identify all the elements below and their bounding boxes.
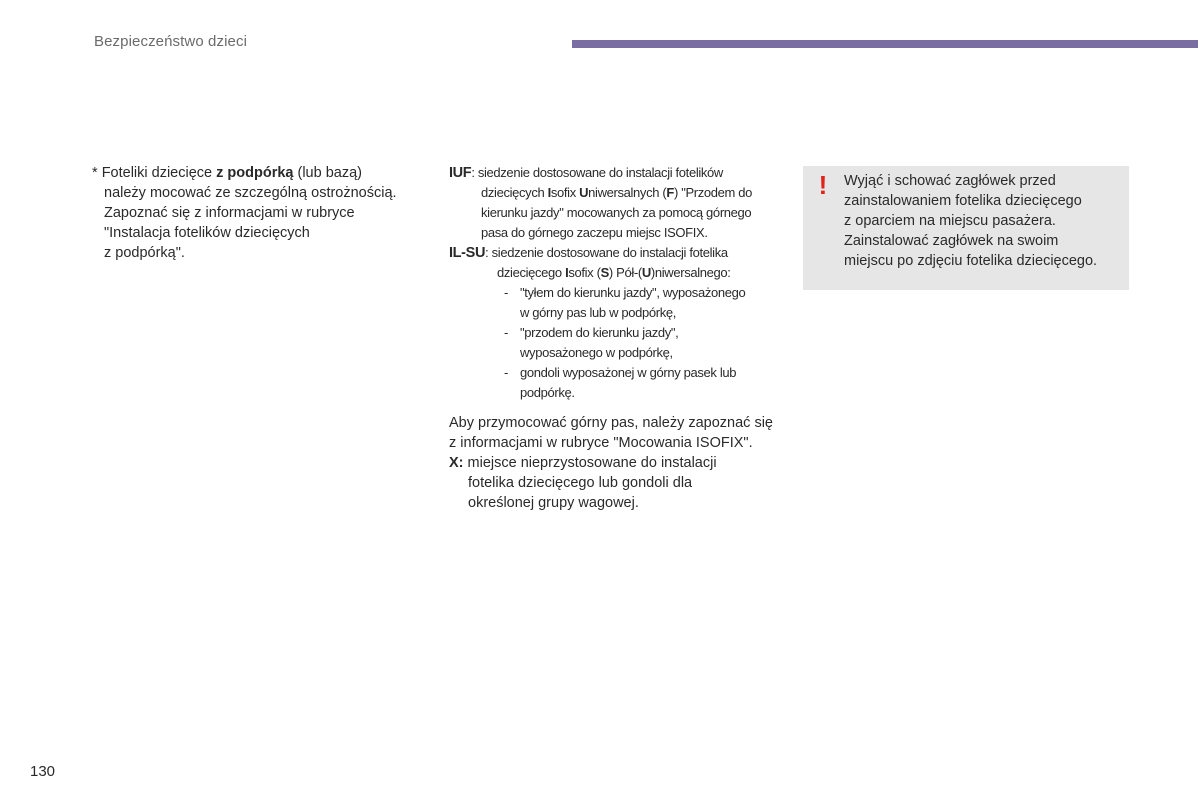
bullet-text: "przodem do kierunku jazdy", [520, 325, 679, 340]
ilsu-line-2 [449, 263, 789, 283]
iuf-text: ) "Przodem do [673, 185, 753, 200]
x-term: X: [449, 455, 464, 471]
iuf-bold-letter: F [666, 185, 674, 200]
warning-line: Zainstalować zagłówek na swoim [844, 233, 1059, 249]
iuf-text: : siedzenie dostosowane do instalacji fotelików [471, 165, 723, 180]
x-text: miejsce nieprzystosowane do instalacji [463, 455, 717, 471]
x-line-3: określonej grupy wagowej. [468, 495, 639, 511]
note-line-1 [92, 163, 432, 183]
bullet-text: "tyłem do kierunku jazdy", wyposażonego [520, 285, 746, 300]
iuf-line-1 [449, 163, 789, 183]
ilsu-line-1 [449, 243, 789, 263]
ilsu-text: ) Pół-( [608, 265, 642, 280]
warning-box [803, 166, 1129, 290]
ilsu-text: )niwersalnego: [650, 265, 731, 280]
warning-line: miejscu po zdjęciu fotelika dziecięcego. [844, 253, 1098, 269]
iuf-bold-letter: U [579, 185, 589, 200]
iuf-line-4: pasa do górnego zaczepu miejsc ISOFIX. [481, 225, 708, 240]
page-section-title: Bezpieczeństwo dzieci [94, 33, 248, 50]
iuf-text: sofix [550, 185, 580, 200]
x-line-2: fotelika dziecięcego lub gondoli dla [468, 475, 693, 491]
ilsu-bullet [449, 363, 789, 383]
warning-exclamation-icon: ! [818, 170, 828, 200]
ilsu-bold-letter: S [600, 265, 609, 280]
ilsu-text: sofix ( [568, 265, 601, 280]
iuf-line-2 [449, 183, 789, 203]
note-line-5: z podpórką". [104, 245, 185, 261]
header-accent-bar [572, 40, 1198, 48]
warning-line: zainstalowaniem fotelika dziecięcego [844, 193, 1082, 209]
isofix-para-line-2: z informacjami w rubryce "Mocowania ISOFIX". [449, 435, 753, 451]
support-seat-note [92, 163, 432, 263]
ilsu-bold-letter: I [565, 265, 569, 280]
bullet-dash: - [504, 285, 508, 300]
bullet-dash: - [504, 325, 508, 340]
iuf-term: IUF [449, 165, 472, 181]
ilsu-text: dziecięcego [497, 265, 566, 280]
note-bold-term: z podpórką [216, 165, 294, 181]
iuf-text: niwersalnych ( [588, 185, 667, 200]
warning-line: z oparciem na miejscu pasażera. [844, 213, 1056, 229]
spacer [449, 403, 789, 413]
note-text: (lub bazą) [293, 165, 362, 181]
note-line-4: "Instalacja fotelików dziecięcych [104, 225, 310, 241]
ilsu-bullet [449, 323, 789, 343]
note-text: Foteliki dziecięce [101, 165, 217, 181]
isofix-para-line-1: Aby przymocować górny pas, należy zapoznać się [449, 415, 773, 431]
warning-text [844, 171, 1124, 271]
bullet-text-cont: podpórkę. [520, 385, 575, 400]
iuf-text: dziecięcych [481, 185, 548, 200]
note-line-3: Zapoznać się z informacjami w rubryce [104, 205, 355, 221]
ilsu-bold-letter: U [641, 265, 651, 280]
note-line-2: należy mocować ze szczególną ostrożnością. [104, 185, 397, 201]
bullet-text-cont: w górny pas lub w podpórkę, [520, 305, 677, 320]
x-line-1 [449, 453, 789, 473]
ilsu-text: : siedzenie dostosowane do instalacji fotelika [485, 245, 728, 260]
iuf-bold-letter: I [547, 185, 551, 200]
iuf-line-3: kierunku jazdy" mocowanych za pomocą górnego [481, 205, 752, 220]
bullet-text-cont: wyposażonego w podpórkę, [520, 345, 673, 360]
note-asterisk: * [92, 165, 98, 181]
warning-line: Wyjąć i schować zagłówek przed [844, 173, 1056, 189]
bullet-text: gondoli wyposażonej w górny pasek lub [520, 365, 737, 380]
ilsu-term: IL-SU [449, 245, 486, 261]
definitions-column [449, 163, 789, 513]
bullet-dash: - [504, 365, 508, 380]
ilsu-bullet [449, 283, 789, 303]
page-number: 130 [30, 763, 56, 780]
